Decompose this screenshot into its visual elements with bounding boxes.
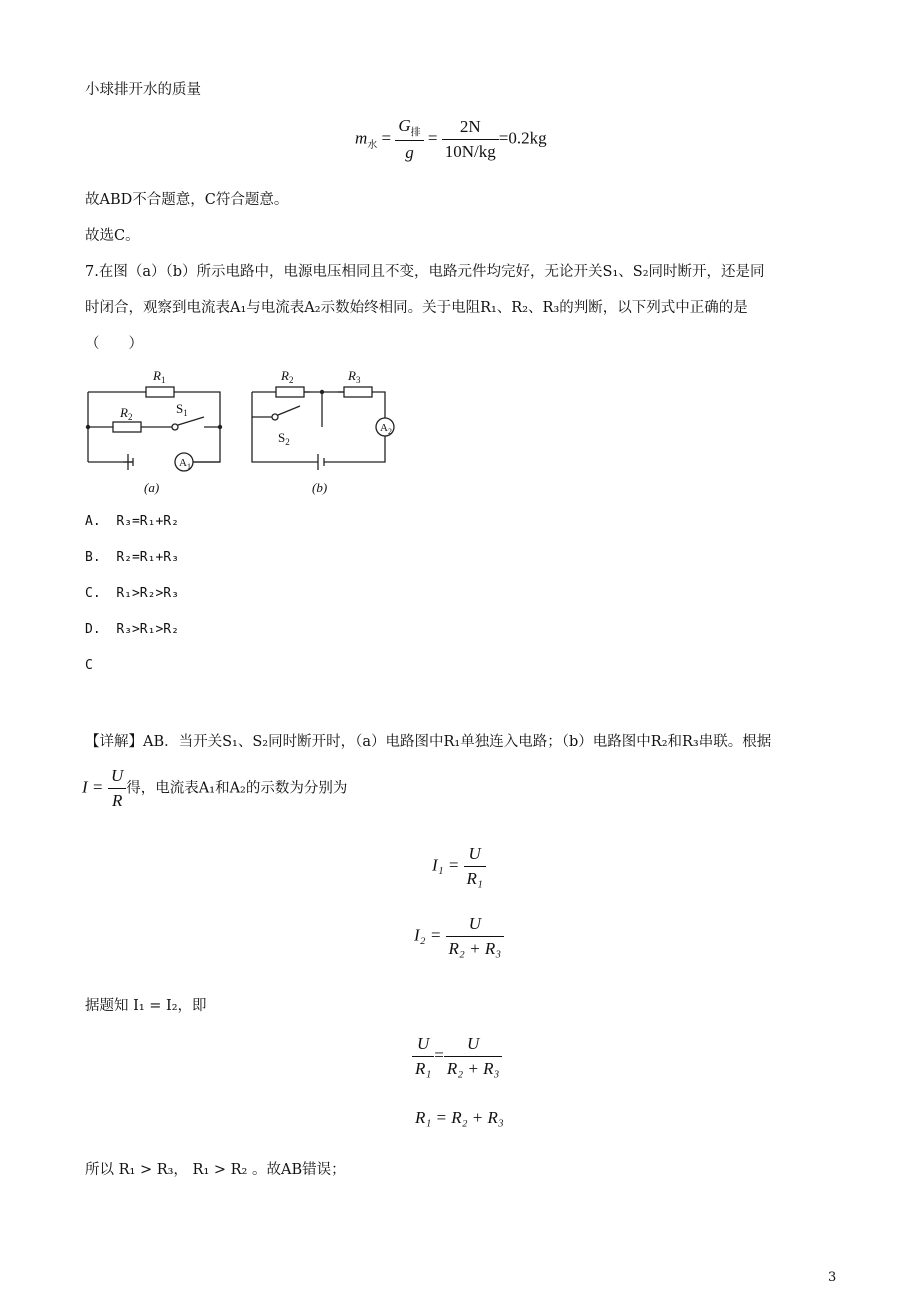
conclusion-2: 故选C。 [85, 228, 140, 244]
weight-over-g-fraction [395, 116, 423, 163]
resistor-r2-b [276, 387, 304, 397]
eq-currents-equal: $\frac{U}{\text{R₁}}$ = $\frac{U}{\text{R₂ + R₃}}$ [412, 1034, 502, 1079]
label-s2: $S_2$ [278, 430, 290, 447]
label-r1-a: $R_1$ [153, 368, 166, 385]
circuit-figure [80, 362, 400, 502]
ohm-lhs: I = [82, 777, 104, 797]
eq-i1: I₁ = $\frac{U}{\text{R₁}}$ [432, 844, 486, 889]
option-b: B. R₂=R₁+R₃ [85, 550, 179, 565]
given-line: 据题知 I₁ = I₂，即 [85, 998, 207, 1014]
page-number: 3 [828, 1270, 837, 1285]
label-s1: $S_1$ [176, 401, 188, 418]
ohm-text: 得，电流表A₁和A₂的示数为分别为 [126, 780, 348, 797]
option-a: A. R₃=R₁+R₂ [85, 514, 179, 529]
value-num: 2N [442, 117, 499, 140]
mass-equation: $m_水$ = $\frac{G_排}{g}$ = $\frac{2N}{10N/kg}$ =0.2kg [355, 116, 547, 163]
conclusion-1: 故ABD不合题意，C符合题意。 [85, 192, 289, 208]
label-a1: $A_1$ [179, 457, 191, 471]
caption-a: (a) [144, 480, 160, 495]
eq-resistance: R₁ = R₂ + R₃ [415, 1108, 504, 1127]
intro-text: 小球排开水的质量 [85, 82, 201, 98]
g-num-sub: 排 [410, 127, 421, 139]
g-num: G [398, 116, 411, 135]
answer: C [85, 658, 93, 673]
switch-s1 [172, 424, 178, 430]
question-line-3: （ ） [85, 336, 143, 352]
caption-b: (b) [312, 480, 328, 495]
label-r2-b: $R_2$ [281, 368, 294, 385]
option-c: C. R₁>R₂>R₃ [85, 586, 179, 601]
circuit-b [252, 387, 394, 470]
question-line-1: 7.在图（a）（b）所示电路中，电源电压相同且不变，电路元件均完好，无论开关S₁、S₂同时断开，还是同 [85, 264, 765, 280]
value-den: 10N/kg [444, 142, 496, 162]
value-fraction [442, 117, 499, 162]
ohm-fraction: $\frac{U}{R}$ [108, 766, 126, 811]
circuit-a [88, 387, 220, 471]
question-line-2: 时闭合，观察到电流表A₁与电流表A₂示数始终相同。关于电阻R₁、R₂、R₃的判断，以下列式中正确的是 [85, 300, 748, 316]
label-r3-b: $R_3$ [348, 368, 361, 385]
mass-lhs: m [355, 128, 368, 148]
mass-lhs-sub: 水 [367, 140, 378, 151]
mass-result: =0.2kg [498, 128, 547, 148]
final-line: 所以 R₁ > R₃， R₁ > R₂ 。故AB错误； [85, 1162, 346, 1178]
resistor-r1-a [146, 387, 174, 397]
g-den: g [405, 143, 414, 163]
label-a2: $A_2$ [380, 422, 392, 436]
explanation-line-1: 【详解】AB．当开关S₁、S₂同时断开时，（a）电路图中R₁单独连入电路；（b）电路图中R₂和R₃串联。根据 [85, 734, 772, 750]
resistor-r3-b [344, 387, 372, 397]
eq-i2: I₂ = $\frac{U}{\text{R₂ + R₃}}$ [414, 914, 504, 959]
option-d: D. R₃>R₁>R₂ [85, 622, 179, 637]
resistor-r2-a [113, 422, 141, 432]
label-r2-a: $R_2$ [120, 405, 133, 422]
switch-s2 [272, 414, 278, 420]
ohm-law-line [82, 766, 347, 811]
